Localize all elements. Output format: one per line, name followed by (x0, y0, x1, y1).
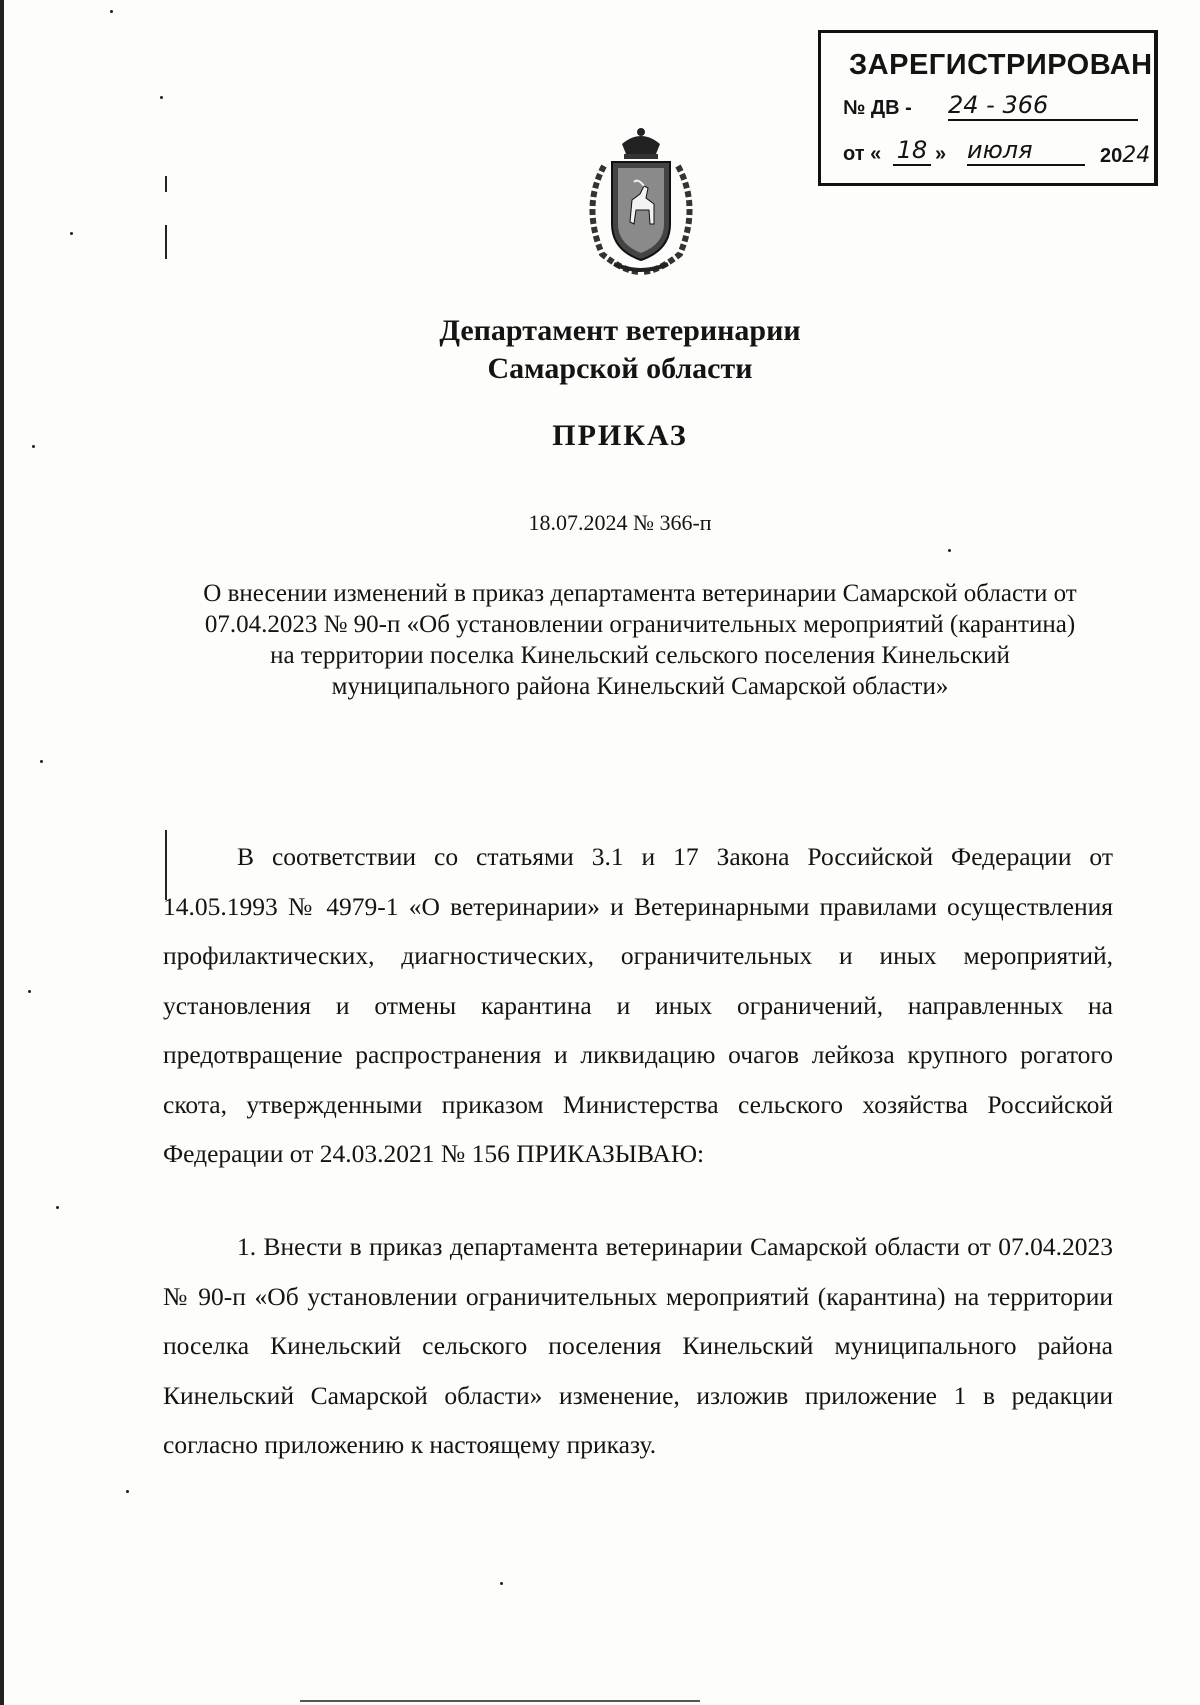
body-paragraph-1: В соответствии со статьями 3.1 и 17 Закона Российской Федерации от 14.05.1993 № 4979-1 «О ветеринарии» и Ветеринарными правилами осуществления профилактических, диагностических, ограничительных и иных мероприятий, установления и отмены карантина и иных ограничений, направленных на предотвращение распространения и ликвидацию очагов лейкоза крупного рогатого скота, утвержденными приказом Министерства сельского хозяйства Российской Федерации от 24.03.2021 № 156 ПРИКАЗЫВАЮ: (163, 842, 1113, 1168)
scan-speck (500, 1582, 503, 1585)
order-subject: О внесении изменений в приказ департамента ветеринарии Самарской области от 07.04.2023 № 90-п «Об установлении ограничительных мероприятий (карантина) на территории поселка Кинельский сельского поселения Кинельский муниципального района Кинельский Самарской области» (203, 580, 1077, 700)
scan-speck (948, 549, 951, 552)
stamp-number-value: 24 - 366 (948, 91, 1138, 121)
stamp-year-prefix: 20 (1100, 145, 1123, 167)
margin-mark (165, 176, 167, 192)
scan-speck (40, 760, 43, 763)
stamp-day-close: » (935, 143, 947, 165)
document-type: ПРИКАЗ (552, 419, 688, 452)
margin-mark (165, 225, 167, 259)
stamp-year-suffix: 24 (1122, 143, 1151, 168)
scan-edge (0, 0, 4, 1705)
stamp-number-row (843, 91, 1049, 120)
body-paragraph-2: 1. Внести в приказ департамента ветеринарии Самарской области от 07.04.2023 № 90-п «Об установлении ограничительных мероприятий (карантина) на территории поселка Кинельский сельского поселения Кинельский муниципального района Кинельский Самарской области» изменение, изложив приложение 1 в редакции согласно приложению к настоящему приказу. (163, 1232, 1113, 1459)
department-line-2: Самарской области (487, 352, 753, 385)
stamp-month: июля (967, 136, 1085, 166)
department-line-1: Департамент ветеринарии (439, 314, 801, 347)
scan-speck (56, 1206, 59, 1209)
stamp-date-prefix: от « (843, 143, 882, 165)
scan-speck (32, 445, 35, 448)
scan-speck (70, 232, 73, 235)
coat-of-arms-icon (574, 126, 708, 278)
stamp-date-row (843, 136, 1151, 168)
order-number: 18.07.2024 № 366-п (528, 510, 712, 535)
scan-edge-bottom (300, 1700, 700, 1702)
registration-stamp (818, 30, 1158, 186)
scan-speck (126, 1490, 129, 1493)
scan-speck (28, 990, 31, 993)
stamp-title: ЗАРЕГИСТРИРОВАН (849, 49, 1153, 81)
scan-speck (110, 10, 113, 13)
scan-speck (160, 96, 163, 99)
department-name (160, 312, 1080, 388)
stamp-day: 18 (893, 136, 931, 166)
stamp-number-prefix: № ДВ - (843, 97, 912, 119)
stamp-year (1100, 143, 1150, 168)
